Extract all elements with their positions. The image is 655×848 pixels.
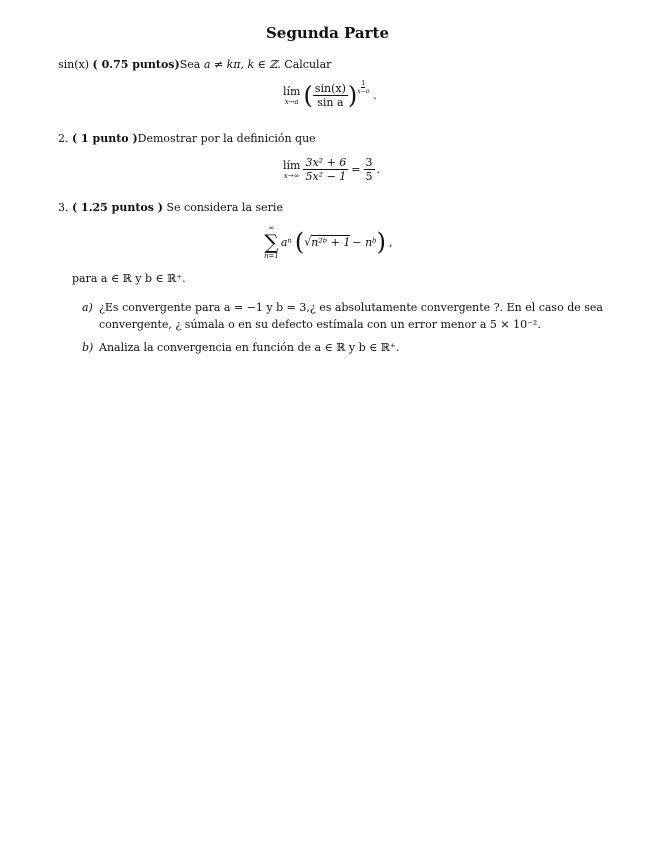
problem-2-number: 2. (58, 132, 69, 145)
sqrt-content: n²ᵇ + 1 (311, 235, 351, 249)
subitem-b-label (82, 341, 93, 355)
problem-2-fraction (303, 156, 348, 183)
sum-lower-limit: n=1 (264, 252, 279, 260)
limit-operator (283, 86, 300, 106)
problem-3-points: ( 1.25 puntos ) (72, 201, 163, 214)
series-term: aⁿ (280, 235, 292, 249)
problem-1-fraction (313, 82, 348, 109)
result-denominator: 5 (365, 170, 373, 183)
subitem-b-line: Analiza la convergencia en función de a ∈ ℝ y b ∈ ℝ⁺. (99, 341, 400, 354)
fraction-numerator: 3x² + 6 (305, 156, 347, 169)
lim-text: lím (283, 84, 301, 98)
problem-1-formula (283, 82, 377, 109)
fraction-numerator: sin(x) (314, 82, 346, 95)
problem-2-text: Demostrar por la definición que (137, 132, 316, 145)
problem-1-text-b: Calcular (280, 58, 332, 71)
problem-2-formula (283, 156, 380, 183)
period: . (373, 88, 377, 102)
limit-operator (283, 160, 300, 180)
sqrt-symbol: √ (304, 235, 312, 249)
label-b: b) (82, 341, 94, 354)
problem-3-formula (264, 224, 392, 260)
sigma-symbol: ∑ (264, 230, 279, 254)
page-title: Segunda Parte (265, 24, 390, 42)
left-paren: ( (294, 228, 305, 256)
problem-3-text: Se considera la serie (163, 201, 283, 214)
problem-2-points: ( 1 punto ) (72, 132, 138, 145)
left-paren: ( (303, 81, 313, 110)
summation (264, 224, 279, 260)
fraction-denominator: sin a (317, 96, 344, 109)
fraction-denominator: 5x² − 1 (305, 170, 347, 183)
period: . (376, 162, 381, 176)
exponent-numerator: 1 (361, 80, 366, 87)
problem-3-number: 3. (58, 201, 69, 214)
problem-1-statement (58, 58, 331, 72)
lim-subscript: x→a (284, 97, 299, 106)
right-paren: ) (347, 81, 358, 110)
problem-1-text-a: Sea (179, 58, 204, 71)
problem-1-number: sin(x) (58, 58, 90, 71)
problem-1-condition: a ≠ kπ, k ∈ ℤ. (203, 58, 281, 71)
minus-term: − nᵇ (352, 235, 377, 249)
problem-3-statement (58, 201, 283, 215)
lim-text: lím (283, 158, 301, 172)
problem-2-statement (58, 132, 316, 146)
exponent-fraction (357, 80, 369, 95)
exponent-denominator: x−a (357, 88, 370, 95)
subitem-a-line1: ¿Es convergente para a = −1 y b = 3,¿ es absolutamente convergente ?. En el caso de sea (99, 301, 603, 314)
comma: , (388, 235, 393, 249)
subitem-a-line2: convergente, ¿ súmala o en su defecto estímala con un error menor a 5 × 10⁻². (99, 318, 541, 331)
subitem-a-label (82, 301, 93, 315)
problem-1-points: ( 0.75 puntos) (92, 58, 180, 71)
label-a: a) (82, 301, 93, 314)
equals-sign: = (351, 162, 361, 176)
right-paren: ) (376, 228, 386, 256)
parameter-line: para a ∈ ℝ y b ∈ ℝ⁺. (72, 272, 186, 285)
result-numerator: 3 (365, 156, 373, 169)
lim-subscript: x→∞ (283, 171, 300, 180)
result-fraction (364, 156, 375, 183)
sum-upper-limit: ∞ (268, 224, 275, 232)
